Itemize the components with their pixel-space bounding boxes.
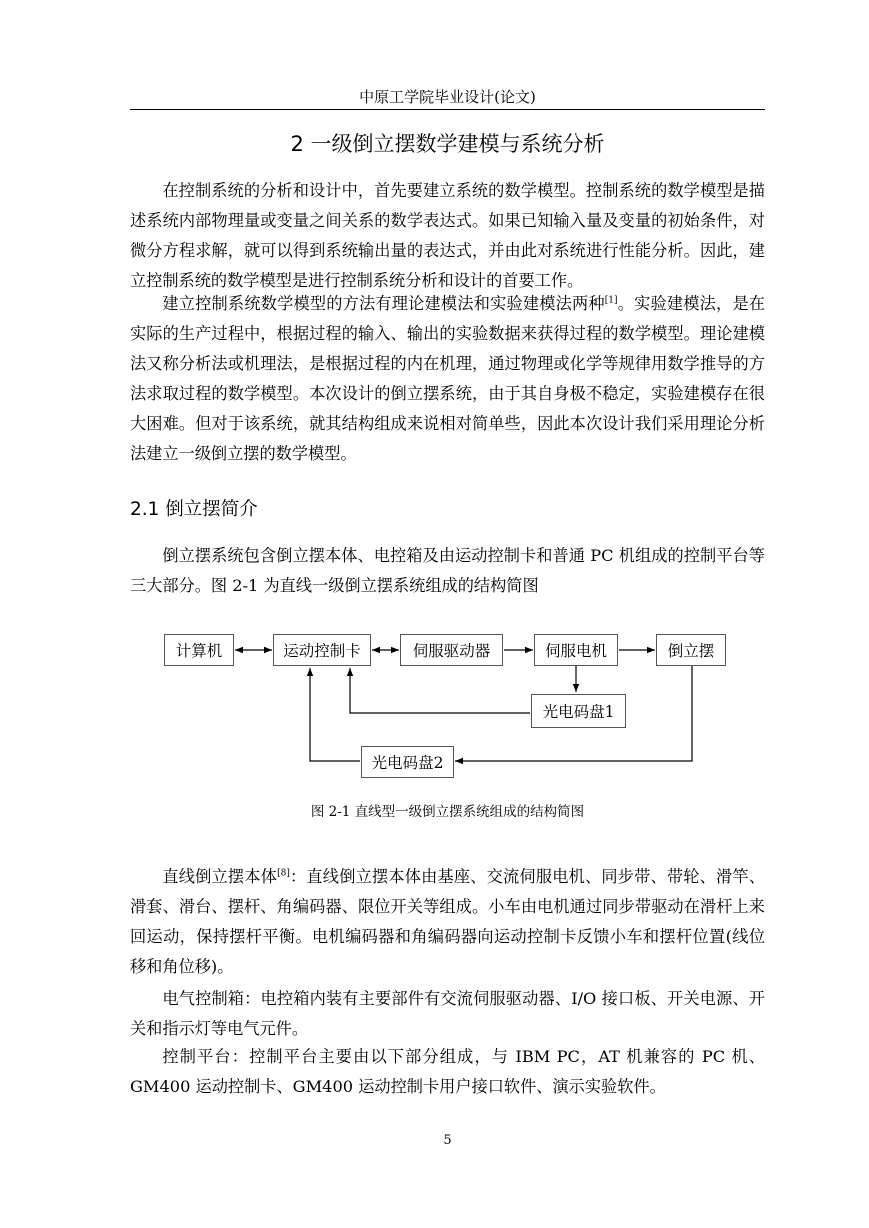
structure-diagram <box>140 626 740 786</box>
edge-encoder1-card <box>350 668 530 713</box>
paragraph-control-box: 电气控制箱：电控箱内装有主要部件有交流伺服驱动器、I/O 接口板、开关电源、开关和指示灯等电气元件。 <box>130 989 765 1038</box>
node-servo-motor: 伺服电机 <box>534 634 618 666</box>
figure-caption: 图 2-1 直线型一级倒立摆系统组成的结构简图 <box>310 804 585 820</box>
section-title: 2.1 倒立摆简介 <box>130 499 258 520</box>
citation: [1] <box>604 295 618 306</box>
header-rule <box>130 109 765 110</box>
node-encoder2: 光电码盘2 <box>361 746 454 778</box>
page-number: 5 <box>443 1133 452 1148</box>
node-motion-card: 运动控制卡 <box>273 634 371 666</box>
node-servo-driver: 伺服驱动器 <box>400 634 503 666</box>
paragraph-system-overview: 倒立摆系统包含倒立摆本体、电控箱及由运动控制卡和普通 PC 机组成的控制平台等三大部分。图 2-1 为直线一级倒立摆系统组成的结构简图 <box>130 546 765 595</box>
paragraph-control-platform: 控制平台：控制平台主要由以下部分组成，与 IBM PC，AT 机兼容的 PC 机、GM400 运动控制卡、GM400 运动控制卡用户接口软件、演示实验软件。 <box>130 1047 765 1096</box>
node-encoder1: 光电码盘1 <box>531 694 626 728</box>
paragraph-modeling-methods <box>130 289 765 469</box>
node-computer: 计算机 <box>164 634 234 666</box>
paragraph-text: 。实验建模法，是在实际的生产过程中，根据过程的输入、输出的实验数据来获得过程的数学模型。理论建模法又称分析法或机理法，是根据过程的内在机理，通过物理或化学等规律用数学推导的方法求取过程的数学模型。本次设计的倒立摆系统，由于其自身极不稳定，实验建模存在很大困难。但对于该系统，就其结构组成来说相对简单些，因此本次设计我们采用理论分析法建立一级倒立摆的数学模型。 <box>130 294 766 463</box>
citation: [8] <box>277 868 290 879</box>
node-pendulum: 倒立摆 <box>656 634 726 666</box>
paragraph-text: 直线倒立摆本体 <box>162 867 278 886</box>
chapter-title: 2 一级倒立摆数学建模与系统分析 <box>290 132 605 156</box>
running-header: 中原工学院毕业设计(论文) <box>359 88 536 106</box>
edge-encoder2-card <box>310 668 360 761</box>
paragraph-text: ：直线倒立摆本体由基座、交流伺服电机、同步带、带轮、滑竿、滑套、滑台、摆杆、角编码器、限位开关等组成。小车由电机通过同步带驱动在滑杆上来回运动，保持摆杆平衡。电机编码器和角编码器向运动控制卡反馈小车和摆杆位置(线位移和角位移)。 <box>130 867 766 976</box>
paragraph-text: 建立控制系统数学模型的方法有理论建模法和实验建模法两种 <box>162 294 605 313</box>
paragraph-intro: 在控制系统的分析和设计中，首先要建立系统的数学模型。控制系统的数学模型是描述系统内部物理量或变量之间关系的数学表达式。如果已知输入量及变量的初始条件，对微分方程求解，就可以得到系统输出量的表达式，并由此对系统进行性能分析。因此，建立控制系统的数学模型是进行控制系统分析和设计的首要工作。 <box>130 181 765 290</box>
paragraph-pendulum-body <box>130 862 765 982</box>
